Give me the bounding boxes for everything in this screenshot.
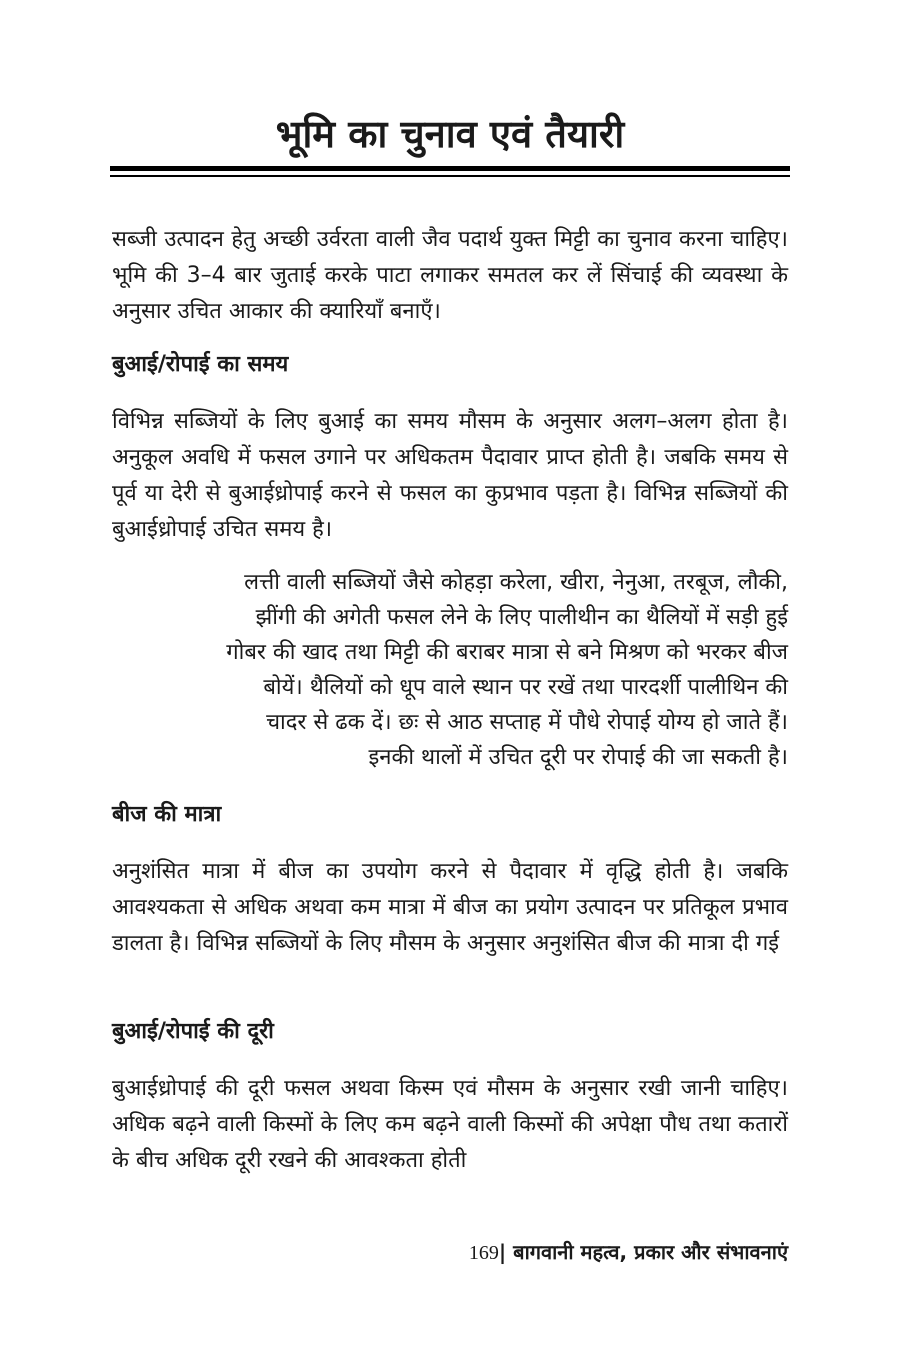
indented-line: गोबर की खाद तथा मिट्टी की बराबर मात्रा से बने मिश्रण को भरकर बीज [226, 640, 788, 665]
section-heading-sowing-time: बुआई/रोपाई का समय [112, 352, 289, 377]
indented-line: लत्ती वाली सब्जियों जैसे कोहड़ा करेला, खीरा, नेनुआ, तरबूज, लौकी, [244, 570, 788, 595]
indented-line: चादर से ढक दें। छः से आठ सप्ताह में पौधे रोपाई योग्य हो जाते हैं। [266, 710, 788, 735]
page-number: 169 [468, 1242, 499, 1264]
sowing-time-paragraph: विभिन्न सब्जियों के लिए बुआई का समय मौसम के अनुसार अलग–अलग होता है। अनुकूल अवधि में फसल उगाने पर अधिकतम पैदावार प्राप्त होती है। जबकि समय से पूर्व या देरी से बुआईध्रोपाई करने से फसल का कुप्रभाव पड़ता है। विभिन्न सब्जियों की बुआईध्रोपाई उचित समय है। [112, 409, 788, 542]
indented-line: झींगी की अगेती फसल लेने के लिए पालीथीन का थैलियों में सड़ी हुई [255, 605, 788, 630]
intro-paragraph: सब्जी उत्पादन हेतु अच्छी उर्वरता वाली जैव पदार्थ युक्त मिट्टी का चुनाव करना चाहिए। भूमि की 3–4 बार जुताई करके पाटा लगाकर समतल कर लें सिंचाई की व्यवस्था के अनुसार उचित आकार की क्यारियाँ बनाएँ। [112, 227, 788, 324]
page-title: भूमि का चुनाव एवं तैयारी [275, 112, 625, 156]
indented-line: इनकी थालों में उचित दूरी पर रोपाई की जा सकती है। [368, 745, 788, 770]
page-footer [469, 1238, 788, 1267]
indented-note-block [112, 565, 788, 775]
spacing-paragraph: बुआईध्रोपाई की दूरी फसल अथवा किस्म एवं मौसम के अनुसार रखी जानी चाहिए। अधिक बढ़ने वाली किस्मों के लिए कम बढ़ने वाली किस्मों की अपेक्षा पौध तथा कतारों के बीच अधिक दूरी रखने की आवश्कता होती [112, 1076, 788, 1173]
seed-quantity-paragraph: अनुशंसित मात्रा में बीज का उपयोग करने से पैदावार में वृद्धि होती है। जबकि आवश्यकता से अधिक अथवा कम मात्रा में बीज का प्रयोग उत्पादन पर प्रतिकूल प्रभाव डालता है। विभिन्न सब्जियों के लिए मौसम के अनुसार अनुशंसित बीज की मात्रा दी गई [112, 859, 788, 956]
title-rule-thin [110, 175, 790, 177]
title-rule-thick [110, 166, 790, 171]
footer-book-title: बागवानी महत्व, प्रकार और संभावनाएं [506, 1240, 788, 1264]
indented-line: बोयें। थैलियों को धूप वाले स्थान पर रखें तथा पारदर्शी पालीथिन की [263, 675, 788, 700]
section-heading-spacing: बुआई/रोपाई की दूरी [112, 1019, 274, 1044]
section-heading-seed-quantity: बीज की मात्रा [112, 802, 222, 827]
footer-separator: | [498, 1240, 507, 1264]
